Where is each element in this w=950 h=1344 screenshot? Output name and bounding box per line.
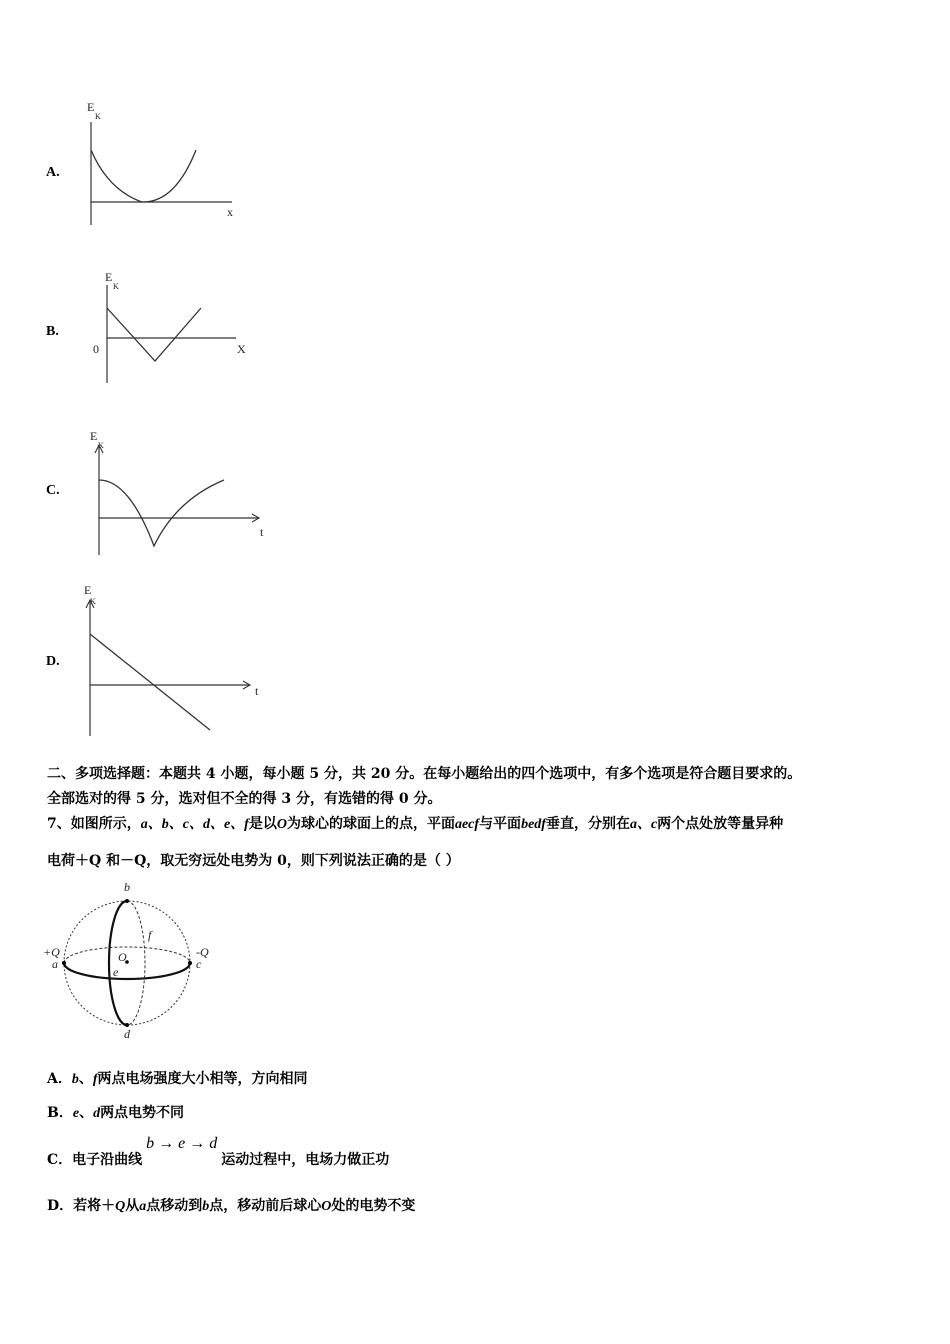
sphere-figure xyxy=(40,878,220,1048)
stem-plane1: aecf xyxy=(454,817,480,832)
graph-d-x-label: t xyxy=(255,684,259,698)
graph-a xyxy=(80,95,250,230)
section-header-line1: 二、多项选择题：本题共 4 小题，每小题 5 分，共 20 分。在每小题给出的四个选项中，有多个选项是符合题目要求的。 xyxy=(47,766,802,782)
answer-option-a[interactable] xyxy=(47,1068,308,1088)
graph-b-svg xyxy=(88,265,258,390)
question-number: 7 xyxy=(47,816,57,832)
graph-c-y-sub: K xyxy=(98,441,104,450)
graph-b xyxy=(88,265,258,390)
graph-b-origin: 0 xyxy=(93,342,99,356)
answer-a-p1: b xyxy=(71,1072,79,1087)
stem-part4: 与平面 xyxy=(479,816,522,832)
stem-part3: 为球心的球面上的点，平面 xyxy=(286,816,455,832)
graph-b-x-label: X xyxy=(237,342,246,356)
answer-b-p4: 两点电势不同 xyxy=(100,1105,185,1121)
answer-a-p3: f xyxy=(92,1072,98,1087)
graph-c-curve xyxy=(99,480,224,546)
graph-d-curve xyxy=(90,634,210,730)
label-e: e xyxy=(113,965,119,979)
label-minus-q: -Q xyxy=(196,945,209,959)
stem-part6: 两个点处放等量异种 xyxy=(657,816,784,832)
option-c-label: C. xyxy=(46,483,60,498)
graph-c xyxy=(84,425,274,560)
graph-d xyxy=(78,578,273,740)
answer-d-label: D． xyxy=(47,1198,74,1214)
answer-d-p4: 点，移动前后球心 xyxy=(209,1198,322,1214)
section-header-line2: 全部选对的得 5 分，选对但不全的得 3 分，有选错的得 0 分。 xyxy=(47,791,442,807)
label-a: a xyxy=(52,957,58,971)
answer-d-p3: 点移动到 xyxy=(146,1198,203,1214)
answer-c-formula: b → e → d xyxy=(146,1135,218,1152)
answer-option-b[interactable] xyxy=(47,1102,184,1122)
answer-option-d[interactable] xyxy=(47,1195,415,1215)
answer-d-p2: 从 xyxy=(125,1198,140,1214)
graph-a-curve xyxy=(91,150,196,202)
graph-b-y-sub: K xyxy=(113,282,119,291)
option-d-label: D. xyxy=(46,654,60,669)
graph-c-x-label: t xyxy=(260,525,264,539)
point-a xyxy=(62,961,66,965)
graph-b-curve xyxy=(107,308,201,361)
option-a-label: A. xyxy=(46,165,60,180)
answer-d-b: b xyxy=(202,1199,210,1214)
label-plus-q: +Q xyxy=(43,945,60,959)
stem-part1: 、如图所示， xyxy=(56,816,141,832)
stem-center: O xyxy=(276,817,287,832)
graph-d-svg xyxy=(78,578,273,740)
answer-d-q: Q xyxy=(115,1199,126,1214)
answer-a-p4: 两点电场强度大小相等，方向相同 xyxy=(97,1071,308,1087)
answer-option-c[interactable] xyxy=(47,1133,389,1173)
label-f: f xyxy=(148,928,152,942)
graph-b-y-label: E xyxy=(105,270,113,284)
answer-a-p2: 、 xyxy=(78,1071,93,1087)
answer-c-p2: 运动过程中，电场力做正功 xyxy=(221,1152,390,1168)
stem-ac: a、c xyxy=(629,817,658,832)
graph-a-y-label: E xyxy=(87,100,95,114)
graph-c-y-label: E xyxy=(90,429,98,443)
label-b: b xyxy=(124,880,130,894)
answer-b-p3: d xyxy=(93,1106,101,1121)
graph-a-svg xyxy=(80,95,250,230)
graph-a-y-sub: K xyxy=(95,112,101,121)
stem-part2: 是以 xyxy=(248,816,277,832)
stem-points: a、b、c、d、e、f xyxy=(140,817,249,832)
answer-d-a: a xyxy=(139,1199,147,1214)
answer-d-p1: 若将＋ xyxy=(73,1198,116,1214)
stem-plane2: bedf xyxy=(521,817,546,832)
graph-a-x-label: x xyxy=(227,205,233,219)
point-b xyxy=(125,899,129,903)
label-o: O xyxy=(118,950,127,964)
stem-part5: 垂直，分别在 xyxy=(545,816,630,832)
option-b-label: B. xyxy=(46,324,59,339)
answer-c-label: C． xyxy=(47,1152,73,1168)
answer-b-label: B． xyxy=(47,1105,73,1121)
answer-d-p5: 处的电势不变 xyxy=(331,1198,416,1214)
label-c: c xyxy=(196,957,202,971)
answer-b-p2: 、 xyxy=(79,1105,94,1121)
question-stem-line2: 电荷＋Q 和－Q，取无穷远处电势为 0，则下列说法正确的是（ ） xyxy=(47,853,460,869)
point-c xyxy=(188,961,192,965)
answer-a-label: A． xyxy=(47,1071,72,1087)
label-d: d xyxy=(124,1027,130,1041)
question-stem-line1 xyxy=(47,813,783,833)
graph-c-svg xyxy=(84,425,274,560)
equator-front xyxy=(64,963,190,979)
answer-d-o: O xyxy=(321,1199,332,1214)
meridian-back xyxy=(127,901,145,1025)
graph-d-y-sub: K xyxy=(90,597,96,606)
answer-c-p1: 电子沿曲线 xyxy=(72,1152,143,1168)
sphere-figure-svg xyxy=(40,878,220,1048)
answer-b-p1: e xyxy=(72,1106,80,1121)
graph-d-y-label: E xyxy=(84,583,92,597)
